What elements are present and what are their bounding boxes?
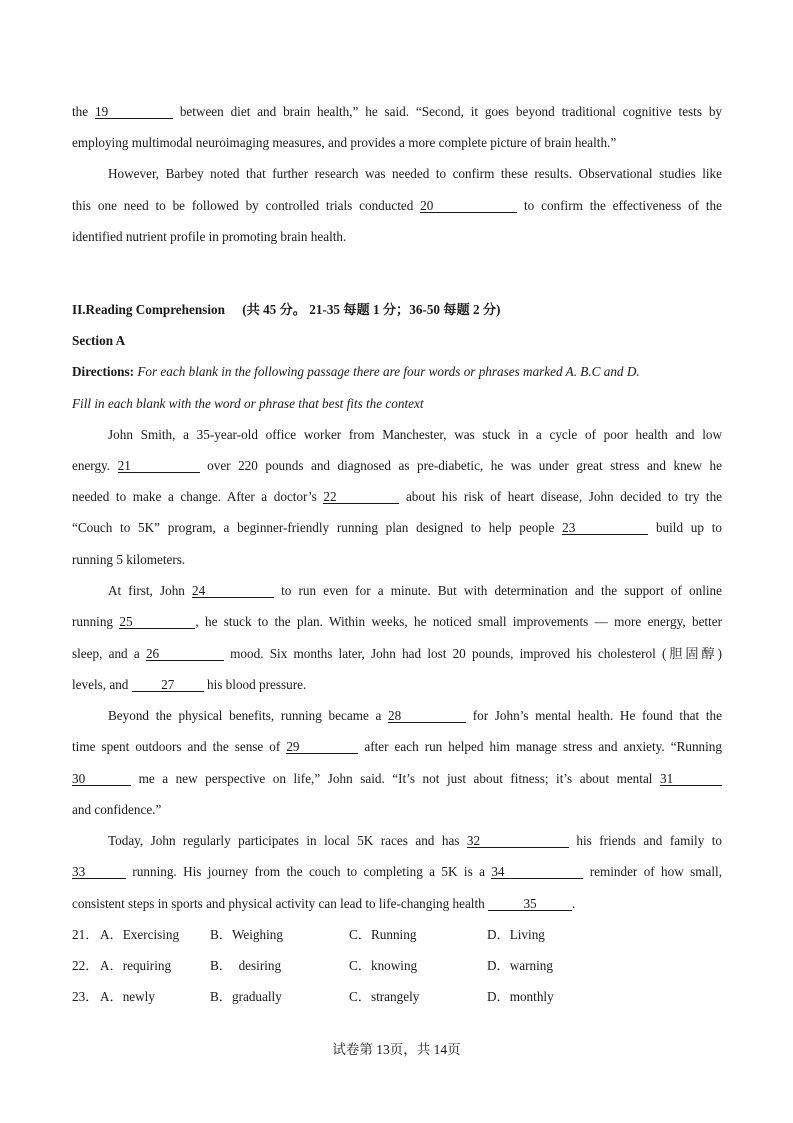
passage-line: However, Barbey noted that further research was needed to confirm these results. Observational studies like — [108, 166, 722, 181]
text: to confirm the effectiveness of the — [524, 198, 723, 213]
text: over 220 pounds and diagnosed as pre-diabetic, he was under great stress and knew he — [207, 458, 723, 473]
option-b[interactable]: B．gradually — [210, 989, 282, 1004]
question-number: 22． — [72, 958, 99, 973]
text: levels, and — [72, 677, 129, 692]
section-heading — [72, 302, 722, 318]
passage-line — [72, 864, 722, 880]
passage-line — [72, 646, 722, 662]
text: me a new perspective on life,” John said. “It’s not just about fitness; it’s about mental — [138, 771, 653, 786]
text: running — [72, 614, 114, 629]
option-a[interactable]: A．newly — [100, 989, 155, 1004]
text: reminder of how small, — [589, 864, 723, 879]
blank-33[interactable]: 33 — [72, 865, 126, 879]
option-d[interactable]: D．Living — [487, 927, 545, 942]
passage-line — [72, 458, 722, 474]
question-number: 21． — [72, 927, 99, 942]
text: about his risk of heart disease, John decided to try the — [405, 489, 723, 504]
section-title: II.Reading Comprehension — [72, 302, 225, 317]
passage-line — [72, 739, 722, 755]
passage-line — [72, 833, 722, 849]
text: the — [72, 104, 89, 119]
passage-line — [72, 677, 722, 693]
passage-line — [72, 198, 722, 214]
option-b[interactable]: B． desiring — [210, 958, 282, 973]
blank-28[interactable]: 28 — [388, 709, 466, 723]
option-a[interactable]: A．Exercising — [100, 927, 180, 942]
text: sleep, and a — [72, 646, 140, 661]
blank-26[interactable]: 26 — [146, 647, 224, 661]
text: to run even for a minute. But with determination and the support of online — [281, 583, 723, 598]
blank-22[interactable]: 22 — [323, 490, 399, 504]
text: needed to make a change. After a doctor’s — [72, 489, 317, 504]
passage-line: and confidence.” — [72, 802, 162, 817]
passage-line — [72, 489, 722, 505]
passage-line: identified nutrient profile in promoting brain health. — [72, 229, 347, 244]
blank-24[interactable]: 24 — [192, 584, 274, 598]
text: Today, John regularly participates in local 5K races and has — [108, 833, 460, 848]
section-scoring: (共 45 分。 21-35 每题 1 分；36-50 每题 2 分) — [242, 302, 501, 317]
text: At first, John — [108, 583, 185, 598]
directions-text: For each blank in the following passage there are four words or phrases marked A. B.C and D. — [137, 364, 640, 379]
option-c[interactable]: C．knowing — [349, 958, 418, 973]
blank-31[interactable]: 31 — [660, 772, 722, 786]
text: after each run helped him manage stress and anxiety. “Running — [364, 739, 722, 754]
text: consistent steps in sports and physical activity can lead to life-changing health — [72, 896, 485, 911]
text: build up to — [655, 520, 723, 535]
text: mood. Six months later, John had lost 20 pounds, improved his cholesterol (胆固醇) — [230, 646, 723, 661]
option-b[interactable]: B．Weighing — [210, 927, 283, 942]
text: “Couch to 5K” program, a beginner-friendly running plan designed to help people — [72, 520, 555, 535]
passage-line — [72, 520, 722, 536]
blank-20[interactable]: 20 — [420, 199, 517, 213]
text: this one need to be followed by controlled trials conducted — [72, 198, 414, 213]
passage-line — [72, 896, 722, 912]
text: time spent outdoors and the sense of — [72, 739, 281, 754]
directions-text: Fill in each blank with the word or phrase that best fits the context — [72, 396, 424, 411]
blank-23[interactable]: 23 — [562, 521, 648, 535]
option-a[interactable]: A．requiring — [100, 958, 172, 973]
blank-25[interactable]: 25 — [119, 615, 195, 629]
option-d[interactable]: D．monthly — [487, 989, 554, 1004]
blank-27[interactable]: 27 — [132, 678, 204, 692]
blank-30[interactable]: 30 — [72, 772, 131, 786]
text: his blood pressure. — [207, 677, 307, 692]
text: Beyond the physical benefits, running became a — [108, 708, 382, 723]
option-d[interactable]: D．warning — [487, 958, 553, 973]
directions — [72, 364, 722, 380]
question-number: 23． — [72, 989, 99, 1004]
passage-line: running 5 kilometers. — [72, 552, 186, 567]
passage-line: John Smith, a 35-year-old office worker from Manchester, was stuck in a cycle of poor health and low — [108, 427, 722, 442]
text: . — [572, 896, 576, 911]
blank-32[interactable]: 32 — [467, 834, 569, 848]
text: between diet and brain health,” he said. “Second, it goes beyond traditional cognitive tests by — [179, 104, 723, 119]
text: , he stuck to the plan. Within weeks, he noticed small improvements — more energy, better — [195, 614, 722, 629]
option-c[interactable]: C．strangely — [349, 989, 420, 1004]
passage-line — [72, 583, 722, 599]
passage-line — [72, 771, 722, 787]
passage-line: employing multimodal neuroimaging measures, and provides a more complete picture of brain health.” — [72, 135, 617, 150]
blank-19[interactable]: 19 — [95, 105, 173, 119]
passage-line — [72, 104, 722, 120]
passage-line — [72, 708, 722, 724]
blank-21[interactable]: 21 — [118, 459, 200, 473]
text: energy. — [72, 458, 111, 473]
passage-line — [72, 614, 722, 630]
section-a-label: Section A — [72, 333, 126, 348]
blank-35[interactable]: 35 — [488, 897, 572, 911]
text: running. His journey from the couch to completing a 5K is a — [132, 864, 485, 879]
blank-29[interactable]: 29 — [286, 740, 358, 754]
blank-34[interactable]: 34 — [491, 865, 583, 879]
text: his friends and family to — [576, 833, 723, 848]
page-footer: 试卷第 13页，共 14页 — [332, 1042, 461, 1057]
directions-label: Directions: — [72, 364, 135, 379]
text: for John’s mental health. He found that the — [472, 708, 722, 723]
option-c[interactable]: C．Running — [349, 927, 417, 942]
